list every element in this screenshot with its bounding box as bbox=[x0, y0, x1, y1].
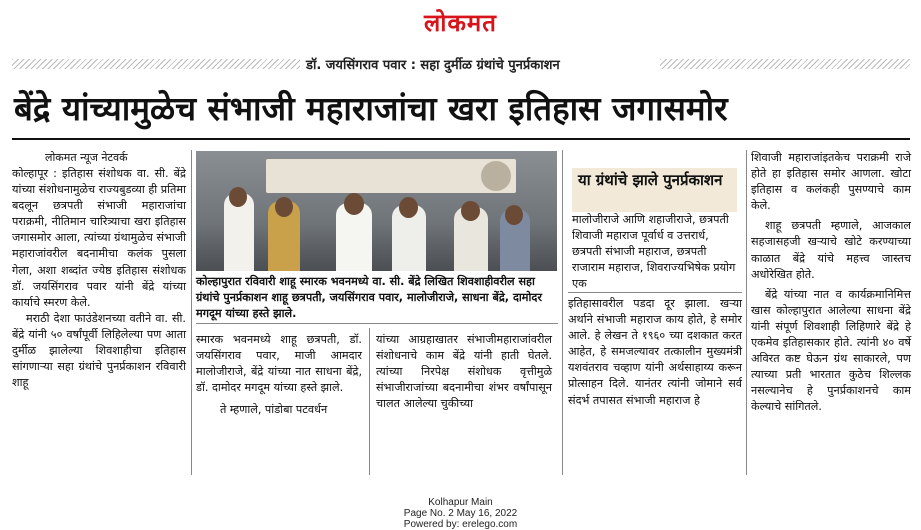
caption-rule bbox=[196, 323, 558, 324]
kicker-text: डॉ. जयसिंगराव पवार : सहा दुर्मीळ ग्रंथांचे पुनर्प्रकाशन bbox=[300, 55, 566, 73]
person-2-head bbox=[275, 197, 293, 217]
person-1-head bbox=[229, 187, 247, 207]
column-rule-1 bbox=[191, 150, 192, 475]
person-4-head bbox=[399, 197, 418, 218]
column-1-para-2: मराठी देशा फाउंडेशनच्या वतीने वा. सी. बेंद्रे यांनी ५० वर्षांपूर्वी लिहिलेल्या पण आता दुर्मीळ झालेल्या शिवशाहीचा इतिहास सांगणाऱ्या सहा ग्रंथांचे पुनर्प्रकाशन रविवारी शाहू bbox=[12, 311, 186, 390]
column-1-para-1: कोल्हापूर : इतिहास संशोधक वा. सी. बेंद्रे यांच्या संशोधनामुळेच राज्यबुडव्या ही प्रतिमा बदलून छत्रपती संभाजी महाराजांचा पराक्रमी, नीतिमान चारित्र्याचा खरा इतिहास जगासमोर आला, त्यांच्या ग्रंथामुळेच संभाजी महाराजांवरील बदनामीचा कलंक पुसला गेला, अशा शब्दांत ज्येष्ठ इतिहास संशोधक डॉ. जयसिंगराव पवार यांनी बेंद्रे यांच्या कार्याचे स्मरण केले. bbox=[12, 167, 186, 309]
column-4-para-1: इतिहासावरील पडदा दूर झाला. खऱ्या अर्थाने संभाजी महाराज काय होते, हे समोर आले. हे लेखन ते १९६० च्या दशकात करत आहेत, हे समजल्यावर तत्कालीन मुख्यमंत्री यशवंतराव चव्हाण यांनी अर्थसाहाय्य करून प्रोत्साहन दिले. यानंतर त्यांनी जोमाने सर्व संदर्भ तपासत संभाजी महाराज हे bbox=[568, 297, 742, 407]
page-footer bbox=[0, 497, 921, 530]
column-4 bbox=[568, 296, 742, 409]
column-rule-3 bbox=[562, 150, 563, 475]
column-5-para-1: शिवाजी महाराजांइतकेच पराक्रमी राजे होते हा इतिहास समोर आणला. खोटा इतिहास व कलंकही पुसण्याचे काम केले. bbox=[751, 151, 911, 213]
photo-caption: कोल्हापुरात रविवारी शाहू स्मारक भवनमध्ये वा. सी. बेंद्रे लिखित शिवशाहीवरील सहा ग्रंथांचे पुनर्प्रकाशन शाहू छत्रपती, जयसिंगराव पवार, मालोजीराजे, साधना बेंद्रे, दामोदर मगदूम यांच्या हस्ते झाले. bbox=[196, 275, 542, 320]
page-number-date: Page No. 2 May 16, 2022 bbox=[403, 508, 518, 519]
kicker-hatch-left bbox=[12, 59, 302, 69]
column-3 bbox=[376, 332, 552, 412]
column-1 bbox=[12, 166, 186, 391]
box-bottom-rule bbox=[568, 292, 742, 293]
portrait-icon bbox=[481, 161, 511, 191]
column-5-para-2: शाहू छत्रपती म्हणाले, आजकाल सहजासहजी खऱ्याचे खोटे करण्याच्या काळात बेंद्रे यांचे महत्त्व जास्तच अधोरेखित होते. bbox=[751, 219, 911, 281]
column-5-para-3: बेंद्रे यांच्या नात व कार्यक्रमानिमित्त खास कोल्हापुरात आलेल्या साधना बेंद्रे यांनी संपूर्ण शिवशाही लिहिणारे बेंद्रे हे एकमेव इतिहासकार होते. त्यांनी ४० वर्षे अविरत कष्ट घेऊन ग्रंथ साकारले, पण त्याच्या प्रती भारतात कुठेच शिल्लक नसल्यानेच हे पुनर्प्रकाशनचे काम केल्याचे सांगितले. bbox=[751, 287, 911, 414]
book-list-title: या ग्रंथांचे झाले पुनर्प्रकाशन bbox=[572, 168, 737, 212]
column-rule-2 bbox=[369, 328, 370, 475]
column-2-para-1: स्मारक भवनमध्ये शाहू छत्रपती, डॉ. जयसिंगराव पवार, माजी आमदार मालोजीराजे, बेंद्रे यांच्या नात साधना बेंद्रे, डॉ. दामोदर मगदूम यांच्या हस्ते झाले. bbox=[196, 333, 362, 395]
column-rule-4 bbox=[746, 150, 747, 475]
edition-name: Kolhapur Main bbox=[428, 497, 493, 508]
kicker-bar bbox=[0, 55, 921, 73]
event-photo bbox=[196, 151, 557, 271]
book-list: मालोजीराजे आणि शहाजीराजे, छत्रपती शिवाजी महाराज पूर्वार्ध व उत्तरार्ध, छत्रपती संभाजी महाराज, छत्रपती राजाराम महाराज, शिवराज्यभिषेक प्रयोग एक bbox=[572, 213, 736, 290]
column-2-para-2: ते म्हणाले, पांडोबा पटवर्धन bbox=[220, 403, 328, 417]
event-banner bbox=[266, 159, 516, 193]
column-3-para-1: यांच्या आग्रहाखातर संभाजीमहाराजांवरील संशोधनाचे काम बेंद्रे यांनी हाती घेतले. त्यांच्या निरपेक्ष संशोधक वृत्तीमुळे संभाजीराजांच्या बदनामीचा शंभर वर्षांपासून चालत आलेल्या चुकीच्या bbox=[376, 333, 552, 411]
person-3-head bbox=[344, 193, 364, 215]
masthead bbox=[0, 0, 921, 40]
column-5 bbox=[751, 150, 911, 416]
lokmat-logo: लोकमत bbox=[424, 8, 497, 37]
powered-by: Powered by: erelego.com bbox=[403, 519, 518, 530]
column-2 bbox=[196, 332, 362, 418]
person-6-head bbox=[505, 205, 523, 225]
headline-rule bbox=[12, 138, 910, 140]
person-5-head bbox=[461, 201, 480, 221]
byline: लोकमत न्यूज नेटवर्क bbox=[45, 151, 128, 164]
headline: बेंद्रे यांच्यामुळेच संभाजी महाराजांचा खरा इतिहास जगासमोर bbox=[14, 89, 728, 128]
kicker-hatch-right bbox=[660, 59, 910, 69]
